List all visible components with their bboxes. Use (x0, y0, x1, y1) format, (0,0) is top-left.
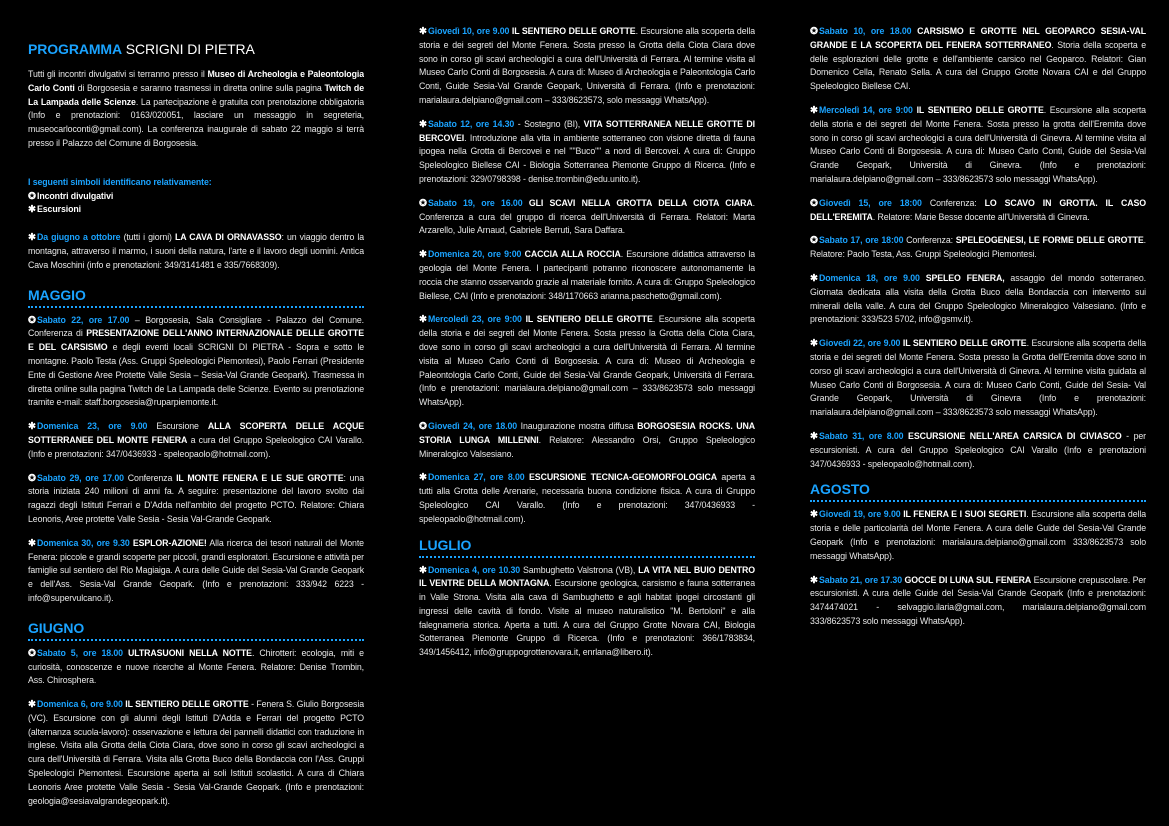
events-giugno-a (28, 647, 364, 809)
event-date: Sabato 5, ore 18.00 (37, 647, 123, 658)
talk-icon: ✪ (810, 235, 818, 247)
talk-icon: ✪ (28, 314, 36, 326)
event-title: CARSISMO E GROTTE NEL GEOPARCO SESIA-VAL GRANDE E LA SCOPERTA DEL FENERA SOTTERRANEO (810, 26, 1146, 50)
talk-icon: ✪ (28, 472, 36, 484)
page-title: PROGRAMMA SCRIGNI DI PIETRA (28, 41, 255, 57)
excursion-icon: ✱ (419, 314, 427, 326)
events-agosto (810, 508, 1146, 628)
event-title: IL FENERA E I SUOI SEGRETI (903, 509, 1027, 520)
talk-icon: ✪ (810, 26, 818, 37)
event-item (28, 472, 364, 527)
event-date: Mercoledì 14, ore 9:00 (819, 104, 913, 115)
event-title: ESPLOR-AZIONE! (132, 537, 207, 548)
event-text: - Fenera S. Giulio Borgosesia (VC). Escursione con gli alunni degli Istituti D'Adda e Ferrari del progetto PCTO (alternanza scuola-lavoro): osservazione e lettura dei pannelli didattici con traduzione in inglese. Visita alla Grotta della Ciota Ciara, dove sono in corso gli scavi archeologici a cura dell'Università di Ferrara. Visita alla Grotta Buco della Bondaccia con l'Ass. Gruppi Speleologici Piemontesi. Escursione aperta ai soli Istituti scolastici. A cura di Chiara Leonoris Aree protette Valle Sesia - Sesia Val-Grande Geopark. (Info e prenotazioni: geologia@sesiavalgrandegeopark.it). (28, 699, 364, 806)
event-item (28, 314, 364, 411)
talk-icon: ✪ (28, 647, 36, 659)
event-item (419, 564, 755, 661)
event-item (810, 430, 1146, 471)
events-giugno-b (419, 25, 755, 527)
event-text: . Escursione alla scoperta della storia e delle particolarità del Monte Fenera. A cura delle Guide del Sesia-Val Grande Geopark (Info e prenotazioni: marialaura.delpiano@gmail.com 333/8623573 solo messaggi WhatsApp). (810, 509, 1146, 561)
event-title: ALLA SCOPERTA DELLE ACQUE SOTTERRANEE DEL MONTE FENERA (28, 421, 364, 445)
event-date: Domenica 18, ore 9.00 (819, 272, 920, 283)
event-item (810, 337, 1146, 420)
column-3 (810, 25, 1146, 825)
talk-icon: ✪ (810, 197, 818, 209)
excursion-icon: ✱ (419, 564, 427, 576)
events-maggio (28, 314, 364, 606)
event-title: VITA SOTTERRANEA NELLE GROTTE DI BERCOVEI (419, 118, 755, 143)
events-luglio-b (810, 25, 1146, 471)
event-text: . Escursione alla scoperta della storia e dei segreti del Monte Fenera. Sosta presso la grotta dell'Eremita dove sono in corso gli scavi archeologici a cura dell'Università di Ginevra. Al termine visita al Museo Carlo Conti di Borgosesia. A cura di: Museo Carlo Conti, Guide del Sesia-Val Grande Geopark, Università di Ginevra. (Info e prenotazioni: marialaura.delpiano@gmail.com – 333/8623573 solo messaggi WhatsApp). (810, 104, 1146, 184)
event-item (810, 234, 1146, 262)
event-text: . Storia della scoperta e delle esplorazioni delle grotte e dell'ambiente carsico nel Geoparco. Relatori: Gian Domenico Cella, Renato Sella. A cura del Gruppo Grotte Novara CAI e del Gruppo Speleologico Biellese CAI. (810, 39, 1146, 92)
excursion-icon: ✱ (419, 118, 427, 130)
event-date: Giovedì 19, ore 9.00 (819, 509, 901, 520)
event-item (810, 574, 1146, 629)
excursion-icon: ✱ (28, 204, 36, 216)
excursion-icon: ✱ (810, 338, 818, 350)
event-text: . Introduzione alla vita in ambiente sotterraneo con visione diretta di fauna ipogea nella Grotta di Bercovei e nel ""Buco"" a nord di Bercovei. A cura di: Gruppo Speleologico Biellese CAI - Biologia Sotterranea Piemonte Gruppo di Ricerca. (Info e prenotazioni: 329/0798398 - denise.trombin@edu.unito.it). (419, 132, 755, 184)
event-item (419, 471, 755, 526)
event-item (419, 197, 755, 238)
event-item (810, 197, 1146, 225)
event-text: . Escursione didattica attraverso la geologia del Monte Fenera. I partecipanti potranno riconoscere autonomamente la roccia che stanno osservando grazie al materiale fornito. A cura di: Gruppo Speleologico Biellese, CAI (Info e prenotazioni: 348/1170663 arianna.paschetto@gmail.com). (419, 249, 755, 301)
event-title: IL SENTIERO DELLE GROTTE (902, 338, 1027, 349)
event-title: ESCURSIONE TECNICA-GEOMORFOLOGICA (529, 472, 717, 483)
talk-icon: ✪ (419, 420, 427, 432)
event-title: IL SENTIERO DELLE GROTTE (916, 104, 1044, 115)
event-title: GOCCE DI LUNA SUL FENERA (904, 574, 1032, 585)
event-prefix: - Sostegno (BI), (514, 118, 584, 129)
event-text: . Conferenza a cura del gruppo di ricerca dell'Università di Ferrara. Relatori: Marta Arzarello, Julie Arnaud, Gabriele Berruti, Sara Daffara. (419, 197, 755, 236)
event-title: ESCURSIONE NELL'AREA CARSICA DI CIVIASCO (908, 430, 1122, 441)
event-title: PRESENTAZIONE DELL'ANNO INTERNAZIONALE DELLE GROTTE E DEL CARSISMO (28, 328, 364, 353)
excursion-icon: ✱ (810, 574, 818, 586)
event-date: Domenica 27, ore 8.00 (428, 472, 525, 483)
event-date: Sabato 12, ore 14.30 (428, 118, 515, 129)
event-item (810, 272, 1146, 327)
event-date: Domenica 23, ore 9.00 (37, 421, 148, 432)
event-prefix: Sambughetto Valstrona (VB), (520, 564, 639, 575)
excursion-icon: ✱ (810, 272, 818, 284)
event-title: SPELEO FENERA, (925, 272, 1005, 283)
event-text: e degli eventi locali SCRIGNI DI PIETRA - Sopra e sotto le montagne. Paolo Testa (Ass. Gruppi Speleologici Piemontesi), Paolo Ferrari (Presidente Ente di Gestione Aree Protette Valle Sesia – Sesia-Val Grande Geopark). Trasmessa in diretta online sulla pagina Twitch de La Lampada delle Scienze. Evento su prenotazione tramite e-mail: staff.borgosesia@ruparpiemonte.it. (28, 342, 364, 408)
column-2 (419, 25, 755, 825)
event-prefix: Conferenza: (921, 197, 985, 208)
event-title: IL SENTIERO DELLE GROTTE (511, 26, 636, 36)
event-date: Sabato 31, ore 8.00 (819, 430, 904, 441)
excursion-icon: ✱ (810, 430, 818, 442)
event-text: . Escursione alla scoperta della storia e dei segreti del Monte Fenera. Sosta presso la Grotta della Ciota Ciara dove sono in corso gli scavi archeologici a cura dell'Università di Ferrara. Al termine visita al Museo Carlo Conti di Borgosesia. A cura di: Museo di Archeologia e Paleontologia Carlo Conti, Guide Sesia-Val Grande Geopark, Università di Ferrara. (Info e prenotazioni: marialaura.delpiano@gmail.com – 333/8623573, solo messaggi WhatsApp). (419, 26, 755, 105)
event-item (28, 420, 364, 461)
symbol-legend: I seguenti simboli identificano relativamente: ✪Incontri divulgativi ✱Escursioni (28, 176, 364, 217)
section-giugno: GIUGNO (28, 620, 364, 641)
event-text: aperta a tutti alla Grotta delle Arenarie, necessaria buona condizione fisica. A cura di Gruppo Speleologico CAI Varallo. (Info e prenotazioni: 347/0436933 - speleopaolo@hotmail.com). (419, 472, 755, 524)
event-title: ULTRASUONI NELLA NOTTE (128, 647, 252, 658)
event-title: BORGOSESIA ROCKS. UNA STORIA LUNGA MILLENNI (419, 420, 755, 445)
event-text: Alla ricerca dei tesori naturali del Monte Fenera: piccole e grandi scoperte per piccoli, grandi esploratori. Escursione e attività per famiglie sul sentiero del Rio Magiaiga. A cura delle Guide del Sesia-Val Grande Geopark e dell'Ass. Sesia-Val Grande Geopark. (Info e prenotazioni: 333/942 6223 - info@supervulcano.it). (28, 537, 364, 603)
column-1 (28, 26, 364, 826)
event-text: . Relatore: Alessandro Orsi, Gruppo Speleologico Mineralogico Valsesiano. (419, 434, 755, 459)
excursion-icon: ✱ (419, 249, 427, 261)
event-title: SPELEOGENESI, LE FORME DELLE GROTTE (955, 235, 1144, 246)
event-item (28, 647, 364, 688)
talk-icon: ✪ (28, 190, 36, 202)
section-maggio: MAGGIO (28, 287, 364, 308)
talk-icon: ✪ (419, 197, 427, 209)
event-date: Giovedì 10, ore 9.00 (428, 26, 510, 36)
excursion-icon: ✱ (419, 472, 427, 484)
event-text: . Escursione alla scoperta della storia e dei segreti del Monte Fenera. Sosta presso la Grotta della Ciota Ciara, dove sono in corso gli scavi archeologici a cura dell'Università di Ferrara. Al termine visita al Museo Carlo Conti di Borgosesia. A cura di: Museo di Archeologia e Paleontologia Carlo Conti, Guide del Sesia-Val Grande Geopark, Università di Ferrara. (Info e prenotazioni: marialaura.delpiano@gmail.com – 333/8623573 solo messaggi WhatsApp). (419, 314, 755, 408)
event-date: Sabato 17, ore 18:00 (819, 235, 904, 246)
event-text: . Escursione geologica, carsismo e fauna sotterranea in Valle Strona. Visita alla cava di Sambughetto e agli habitat ipogei circostanti gli ingressi delle cavità di fondo. Visite al museo naturalistico "M. Bertoloni" e alla falegnameria storica. Aperta a tutti. A cura del Gruppo Grotte Novara CAI, Biologia Sotterranea Piemonte Gruppo di Ricerca. (Info e prenotazioni: 366/1783834, 349/1456412, info@gruppogrottenovara.it, enrlana@libero.it). (419, 578, 755, 658)
excursion-icon: ✱ (28, 232, 36, 244)
event-title: IL MONTE FENERA E LE SUE GROTTE (176, 472, 344, 483)
event-item (28, 698, 364, 808)
event-item (419, 248, 755, 303)
excursion-icon: ✱ (28, 699, 36, 711)
section-agosto: AGOSTO (810, 481, 1146, 502)
event-prefix: – Borgosesia, Sala Consigliare - Palazzo del Comune. Conferenza di (28, 314, 364, 339)
event-text: Escursione crepuscolare. Per escursionisti. A cura delle Guide del Sesia-Val Grande Geopark (Info e prenotazioni: 3474474021 - selvaggio.ilaria@gmail.com, marialaura.delpiano@gmail.com 333/8623573 solo messaggi WhatsApp). (810, 574, 1146, 626)
event-prefix: Conferenza: (903, 235, 956, 246)
event-title: IL SENTIERO DELLE GROTTE (525, 314, 653, 325)
excursion-icon: ✱ (810, 509, 818, 521)
event-date: Sabato 19, ore 16.00 (428, 197, 523, 208)
event-date: Domenica 6, ore 9.00 (37, 699, 123, 710)
event-title: LA VITA NEL BUIO DENTRO IL VENTRE DELLA MONTAGNA (419, 564, 755, 589)
event-date: Sabato 22, ore 17.00 (37, 314, 130, 325)
excursion-icon: ✱ (419, 26, 427, 37)
event-title: IL SENTIERO DELLE GROTTE (125, 699, 249, 710)
event-date: Sabato 21, ore 17.30 (819, 574, 902, 585)
excursion-icon: ✱ (28, 537, 36, 549)
event-item (810, 104, 1146, 187)
event-item (28, 537, 364, 606)
event-date: Sabato 10, ore 18.00 (819, 26, 912, 36)
excursion-icon: ✱ (810, 104, 818, 116)
event-text: . Chirotteri: ecologia, miti e curiosità, conoscenze e nuove ricerche al Monte Fenera. Relatore: Denise Trombin, Ass. Chirosphera. (28, 647, 364, 686)
event-date: Giovedì 22, ore 9.00 (819, 338, 901, 349)
legend-talks: ✪Incontri divulgativi (28, 190, 114, 202)
event-text: : una storia iniziata 240 milioni di anni fa. A seguire: presentazione del lavoro svolto dai ragazzi degli Istituti Ferrari e D'Adda nell'ambito del progetto PCTO. Relatore: Chiara Leonoris, Aree protette Valle Sesia - Sesia Val-Grande Geopark. (28, 472, 364, 524)
event-date: Sabato 29, ore 17.00 (37, 472, 124, 483)
legend-excursions: ✱Escursioni (28, 204, 81, 216)
event-date: Mercoledì 23, ore 9:00 (428, 314, 522, 325)
event-title: GLI SCAVI NELLA GROTTA DELLA CIOTA CIARA (528, 197, 753, 208)
event-title: CACCIA ALLA ROCCIA (524, 249, 621, 260)
event-text: . Relatore: Marie Besse docente all'Università di Ginevra. (872, 211, 1090, 222)
section-luglio: LUGLIO (419, 537, 755, 558)
event-prefix: Escursione (147, 421, 208, 432)
event-text: assaggio del mondo sotterraneo. Giornata dedicata alla visita della Grotta Buco della Bondaccia con intervento sui minerali della valle. A cura del Gruppo Speleologico Mineralogico Valsesiano. (Info e prenotazioni: 333/523 5702, info@gsmv.it). (810, 272, 1146, 325)
event-item (419, 118, 755, 187)
event-item (810, 25, 1146, 94)
event-prefix: Inaugurazione mostra diffusa (517, 420, 638, 431)
event-date: Domenica 4, ore 10.30 (428, 564, 521, 575)
excursion-icon: ✱ (28, 421, 36, 433)
event-date: Giovedì 15, ore 18:00 (819, 197, 922, 208)
event-item (810, 508, 1146, 563)
event-prefix: Conferenza (123, 472, 177, 483)
event-date: Domenica 30, ore 9.30 (37, 537, 130, 548)
event-text: - per escursionisti. A cura del Gruppo Speleologico CAI Varallo (Info e prenotazioni 347/0436933 - speleopaolo@hotmail.com). (810, 430, 1146, 469)
event-date: Giovedì 24, ore 18.00 (428, 420, 518, 431)
event-item (419, 25, 755, 108)
event-item (419, 420, 755, 461)
events-luglio-a (419, 564, 755, 661)
event-item: ✱Da giugno a ottobre (tutti i giorni) LA CAVA DI ORNAVASSO: un viaggio dentro la montagna, attraverso il marmo, i suoni della natura, l'arte e il lavoro degli uomini. Antica Cava Moschini (info e prenotazioni: 349/3141481 e 335/7668309). (28, 232, 364, 270)
event-date: Domenica 20, ore 9:00 (428, 249, 522, 260)
event-text: . Relatore: Paolo Testa, Ass. Gruppi Speleologici Piemontesi. (810, 235, 1146, 260)
event-item (419, 313, 755, 410)
event-text: a cura del Gruppo Speleologico CAI Varallo. (Info e prenotazioni: 347/0436933 - speleopaolo@hotmail.com). (28, 434, 364, 459)
intro-paragraph: Tutti gli incontri divulgativi si terranno presso il Museo di Archeologia e Paleontologia Carlo Conti di Borgosesia e saranno trasmessi in diretta online sulla pagina Twitch de La Lampada delle Scienze. La partecipazione è gratuita con prenotazione obbligatoria (Info e prenotazioni: 0163/020051, lasciare un messaggio in segreteria, museocarloconti@gmail.com). La conferenza inaugurale di sabato 22 maggio si terrà presso il Palazzo del Comune di Borgosesia. (28, 69, 364, 148)
event-text: . Escursione alla scoperta della storia e dei segreti del Monte Fenera. Sosta presso la Grotta dell'Eremita dove sono in corso gli scavi archeologici a cura dell'Università di Ginevra. Al termine visita guidata al Museo Carlo Conti di Borgosesia. A cura di: Museo Carlo Conti, Guide del Sesia- Val Grande Geopark, Università di Ginevra (Info e prenotazioni: marialaura.delpiano@gmail.com – 333/8623573 solo messaggi WhatsApp). (810, 338, 1146, 418)
event-title: LO SCAVO IN GROTTA. IL CASO DELL'EREMITA (810, 197, 1146, 222)
